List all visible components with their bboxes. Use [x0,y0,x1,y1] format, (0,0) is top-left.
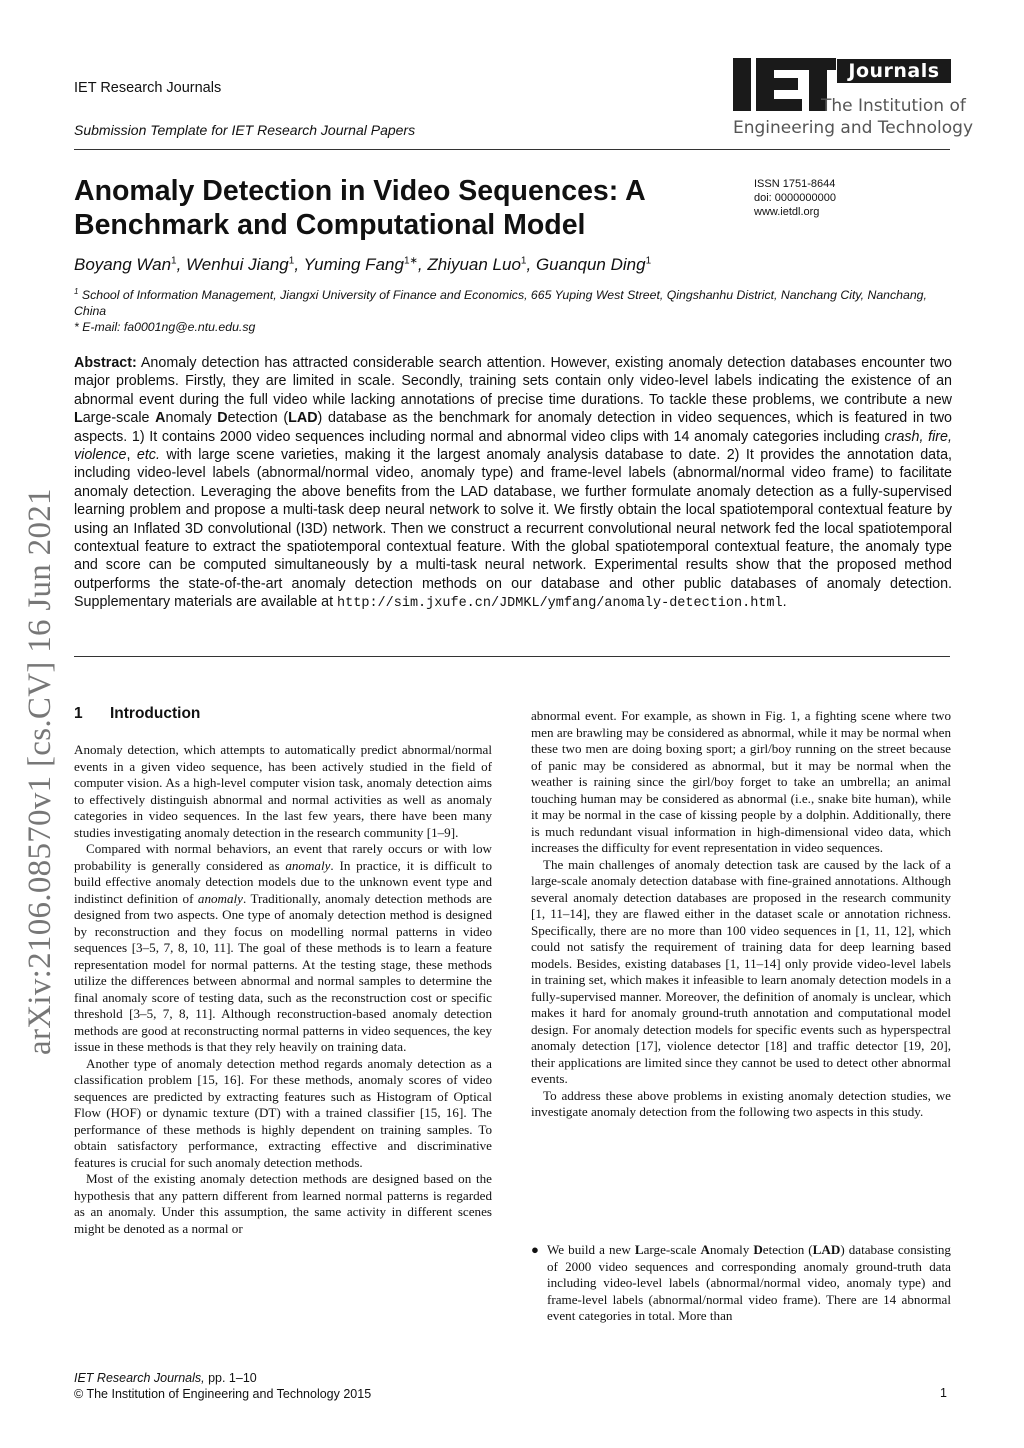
author: Boyang Wan [74,255,172,274]
journal-url[interactable]: www.ietdl.org [754,206,820,218]
doi: doi: 0000000000 [754,192,836,204]
corresponding-mark: 1∗ [403,255,418,267]
issn: ISSN 1751-8644 [754,178,836,190]
institution-line-1: The Institution of [821,96,966,116]
left-column [74,742,492,1237]
paper-title: Anomaly Detection in Video Sequences: A Benchmark and Computational Model [74,175,645,241]
abstract-label: Abstract: [74,355,137,371]
affiliation-mark: 1 [171,255,177,267]
author-list: Boyang Wan$^1$, Wenhui Jiang$^1$, Yuming Fang$^{1∗}$, Zhiyuan Luo$^1$, Guanqun Ding$^1$ [74,255,652,274]
arxiv-stamp: arXiv:2106.08570v1 [cs.CV] 16 Jun 2021 [22,488,58,1055]
affiliation-mark: 1 [520,255,527,267]
paragraph: The main challenges of anomaly detection task are caused by the lack of a large-scale anomaly detection database with fine-grained annotations. Although several anomaly detection databases are proposed in the research community [1, 11–14], they are flawed either in the dataset scale or annotation richness. Specifically, there are no more than 100 video sequences in [1, 11, 12], which could not satisfy the requirement of training data for deep learning based models. Besides, existing databases [1, 11–14] only provide video-level labels in training set, which makes it infeasible to learn anomaly detection models in a fully-supervised manner. Moreover, the definition of anomaly is unclear, which makes it hard for anomaly ground-truth annotation and computational model design. For anomaly detection models for specific events such as hyperspectral anomaly detection [17], violence detector [18] and traffic detector [19, 20], their applications are limited since they cannot be used to detect other abnormal events. [531,856,951,1086]
bullet-text: We build a new Large-scale Anomaly Detection (LAD) database consisting of 2000 video sequences and corresponding anomaly ground-truth data including video-level labels (abnormal/normal video, anomaly type) and frame-level labels (abnormal/normal video frame). There are 14 abnormal event categories in total. More than [547,1242,951,1323]
author: Yuming Fang [303,255,404,274]
affiliation: $^1$ School of Information Management, Jiangxi University of Finance and Economics, 665 Yuping West Street, Qingshanhu District, Nanchang City, Nanchang, China * E-mail: fa0001ng@e.ntu.edu.sg [74,284,952,335]
abstract-divider [74,656,950,657]
bullet-icon: ● [531,1242,539,1257]
affiliation-text: School of Information Management, Jiangxi University of Finance and Economics, 665 Yuping West Street, Qingshanhu District, Nanchang City, Nanchang, China [74,288,927,319]
supplementary-link[interactable]: http://sim.jxufe.cn/JDMKL/ymfang/anomaly-detection.html [337,596,783,612]
author: Guanqun Ding [535,255,646,274]
footer-copyright: © The Institution of Engineering and Technology 2015 [74,1387,372,1401]
contact-email: * E-mail: fa0001ng@e.ntu.edu.sg [74,320,256,335]
affiliation-mark: 1 [645,255,652,267]
publication-meta [754,177,836,219]
page-footer [74,1370,371,1402]
iet-logo [733,58,974,140]
abstract: Abstract: Anomaly detection has attracted considerable search attention. However, existing anomaly detection databases encounter two major problems. Firstly, they are limited in scale. Secondly, training sets contain only video-level labels indicating the existence of an abnormal event during the full video while lacking annotations of precise time durations. To tackle these problems, we contribute a new Large-scale Anomaly Detection (LAD) database as the benchmark for anomaly detection in video sequences, which is featured in two aspects. 1) It contains 2000 video sequences including normal and abnormal video clips with 14 anomaly categories including crash, fire, violence, etc. with large scene varieties, making it the largest anomaly analysis database to date. 2) It provides the annotation data, including video-level labels (abnormal/normal video, anomaly type) and frame-level labels (abnormal/normal video frame) to facilitate anomaly detection. Leveraging the above benefits from the LAD database, we further formulate anomaly detection as a fully-supervised learning problem and propose a multi-task deep neural network to solve it. We firstly obtain the local spatiotemporal contextual feature by using an Inflated 3D convolutional (I3D) network. Then we construct a recurrent convolutional neural network fed the local spatiotemporal contextual feature to extract the spatiotemporal contextual feature. With the global spatiotemporal contextual feature, the anomaly type and score can be computed simultaneously by a multi-task neural network. Experimental results show that the proposed method outperforms the state-of-the-art anomaly detection methods on our database and other public databases of anomaly detection. Supplementary materials are available at http://sim.jxufe.cn/JDMKL/ymfang/anomaly-detection.html. [74,355,952,612]
author: Zhiyuan Luo [427,255,521,274]
author: Wenhui Jiang [186,255,289,274]
contribution-bullet [531,1242,951,1325]
template-subtitle: Submission Template for IET Research Journal Papers [74,122,416,138]
header-divider [74,149,950,150]
paragraph: Another type of anomaly detection method regards anomaly detection as a classification problem [15, 16]. For these methods, anomaly scores of video sequences are predicted by extracting features such as Histogram of Optical Flow (HOF) or dynamic texture (DT) with a trained classifier [15, 16]. The performance of these methods is highly dependent on training samples. To obtain satisfactory performance, extracting effective and discriminative features is crucial for such anomaly detection methods. [74,1055,492,1170]
journal-name: IET Research Journals [74,80,222,96]
paragraph: Anomaly detection, which attempts to automatically predict abnormal/normal events in a given video sequence, has been actively studied in the field of computer vision. As a high-level computer vision task, anomaly detection aims to effectively distinguish abnormal and normal activities as well as anomaly categories in video sequences. In the last few years, there have been many studies investigating anomaly detection in the research community [1–9]. [74,742,492,840]
footer-pages: pp. 1–10 [204,1371,257,1385]
journals-badge: Journals [837,59,951,83]
paragraph: To address these above problems in existing anomaly detection studies, we investigate anomaly detection from the following two aspects in this study. [531,1087,951,1119]
paragraph: abnormal event. For example, as shown in Fig. 1, a fighting scene where two men are brawling may be considered as abnormal, while it may be normal when these two men are doing boxing sport; a girl/boy running on the street because of panic may be considered as abnormal, but it may be normal when the weather is raining since the girl/boy forget to take an umbrella; an animal touching human may be considered as abnormal (i.e., snake bite human), while it may be normal in the case of kissing people by a dolphin. Additionally, there is much redundant visual information in high-dimensional video data, which increases the difficulty for event representation in video sequences. [531,708,951,855]
section-title: Introduction [110,705,201,722]
section-heading-introduction [74,705,200,723]
right-column [531,708,951,1121]
institution-line-2: Engineering and Technology [733,118,974,138]
paragraph: Most of the existing anomaly detection methods are designed based on the hypothesis that any pattern different from learned normal patterns is regarded as an anomaly. Under this assumption, the same activity in different scenes might be denoted as a normal or [74,1171,492,1236]
section-number: 1 [74,705,83,722]
footer-journal: IET Research Journals, [74,1371,205,1385]
page-number: 1 [940,1386,947,1400]
paragraph: Compared with normal behaviors, an event that rarely occurs or with low probability is generally considered as anomaly. In practice, it is difficult to build effective anomaly detection models due to the unknown event type and indistinct definition of anomaly. Traditionally, anomaly detection methods are designed from two aspects. One type of anomaly detection method is designed by reconstruction and they focus on modelling normal patterns in video sequences [3–5, 7, 8, 10, 11]. The goal of these methods is to learn a feature representation model for normal patterns. At the testing stage, these methods utilize the differences between abnormal and normal samples to determine the final anomaly score of testing data, such as the reconstruction cost or specific threshold [3–5, 7, 8, 11]. Although reconstruction-based anomaly detection methods are good at reconstructing normal patterns in video sequences, the key issue in these methods is that they rely heavily on training data. [74,841,492,1054]
affiliation-mark: 1 [288,255,295,267]
